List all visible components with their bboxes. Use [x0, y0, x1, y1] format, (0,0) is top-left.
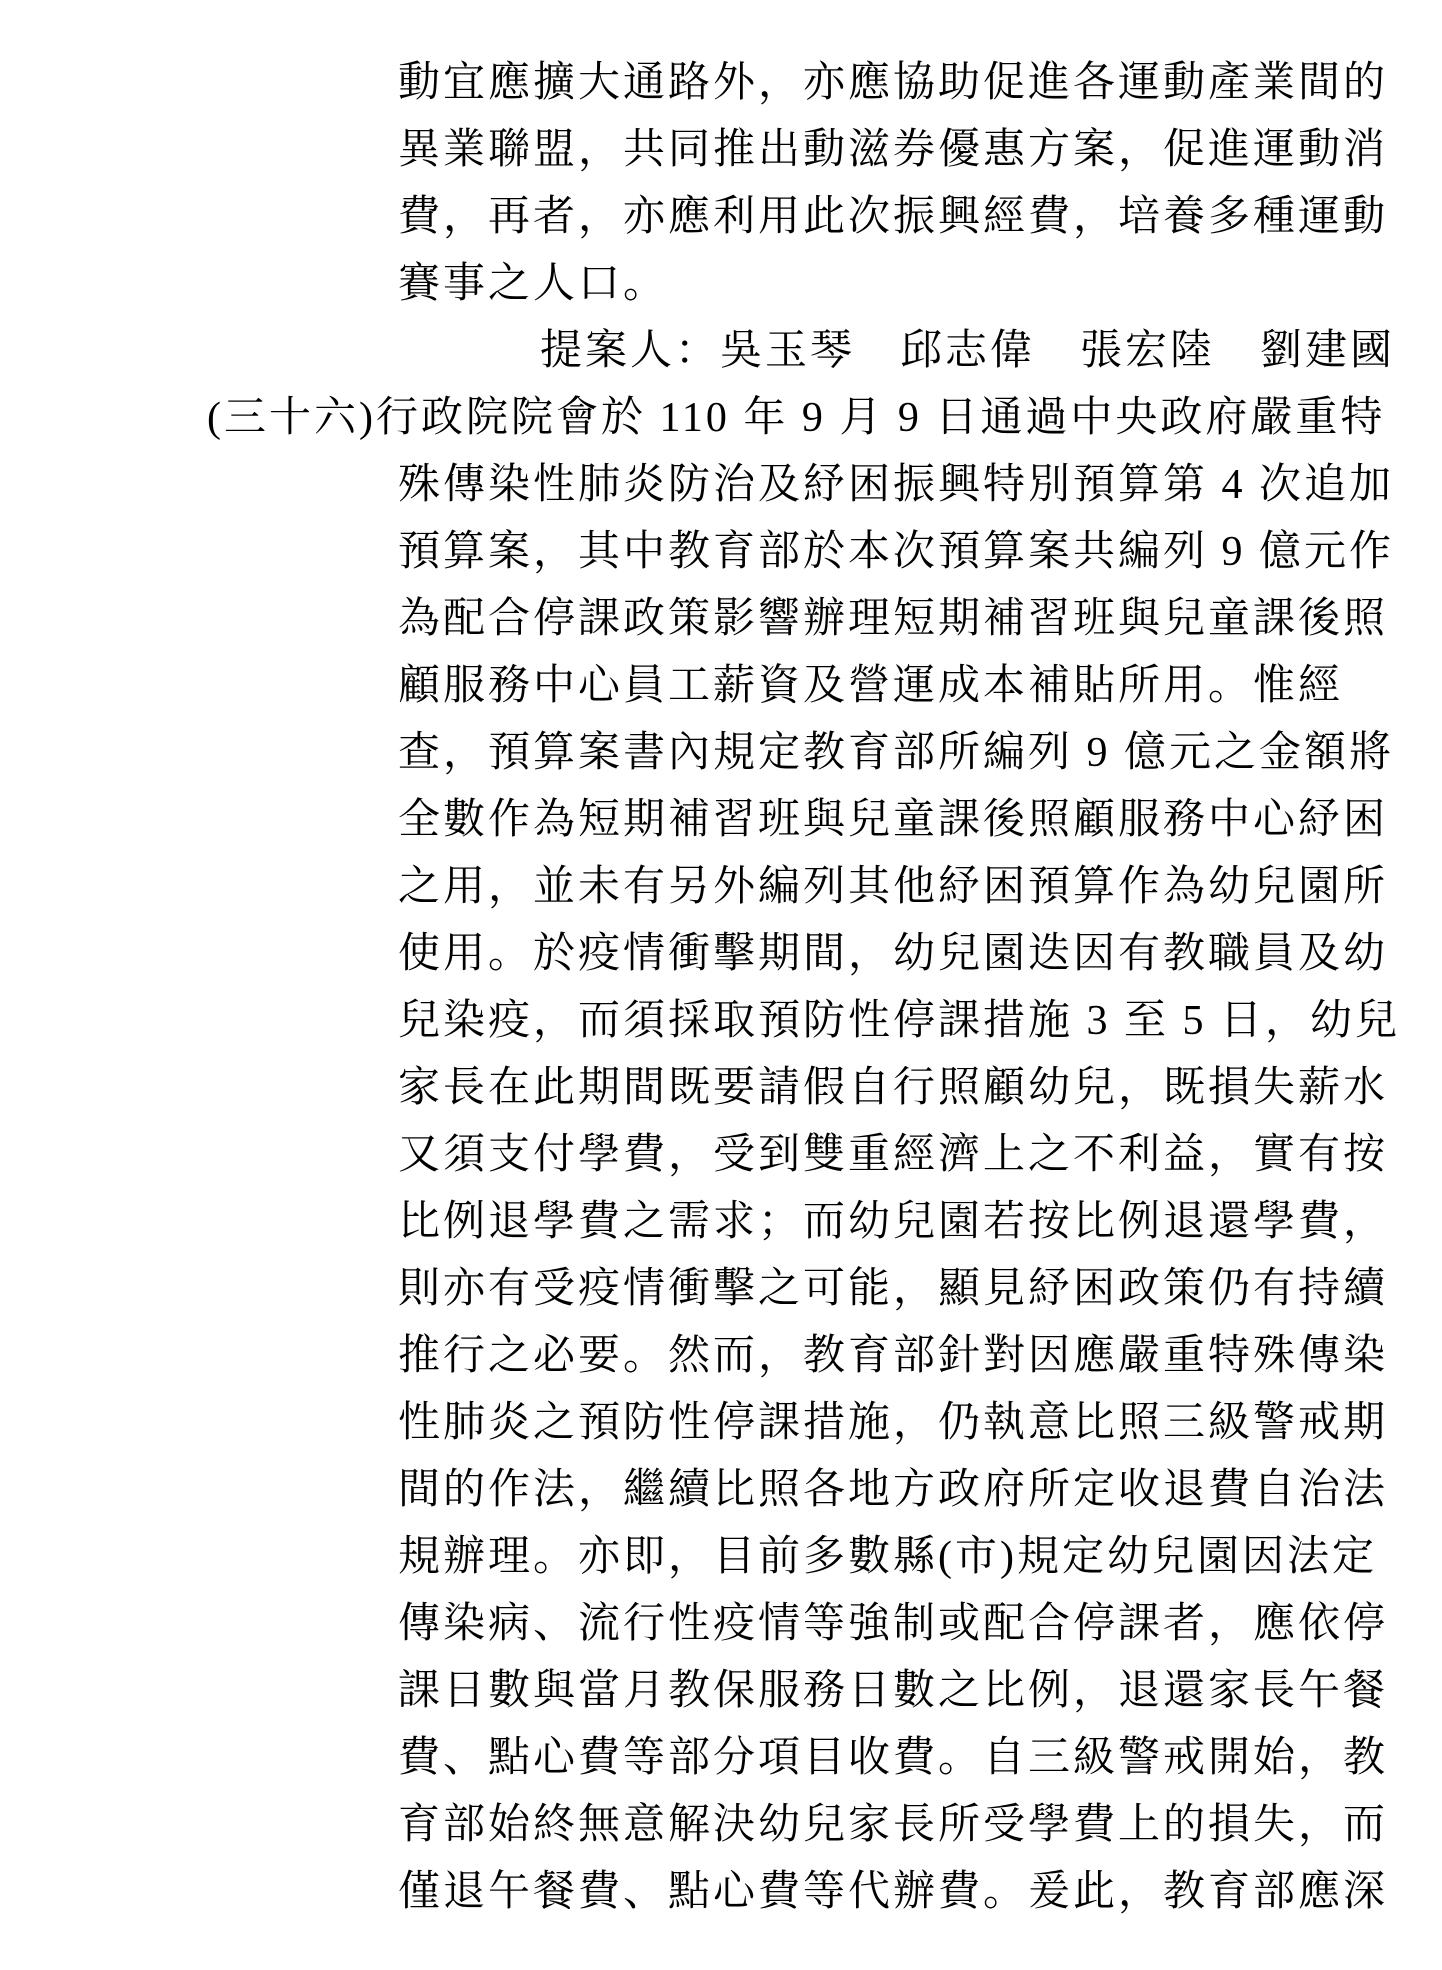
text-line: 提案人：吳玉琴 邱志偉 張宏陸 劉建國 — [540, 328, 1396, 374]
text-line: 育部始終無意解決幼兒家長所受學費上的損失，而 — [398, 1802, 1389, 1848]
text-line: 又須支付學費，受到雙重經濟上之不利益，實有按 — [398, 1132, 1389, 1178]
text-line: 查，預算案書內規定教育部所編列 9 億元之金額將 — [398, 730, 1395, 776]
text-line: 異業聯盟，共同推出動滋券優惠方案，促進運動消 — [398, 127, 1389, 173]
text-line: 兒染疫，而須採取預防性停課措施 3 至 5 日，幼兒 — [398, 998, 1401, 1044]
text-line: 規辦理。亦即，目前多數縣(市)規定幼兒園因法定 — [398, 1534, 1377, 1580]
text-line: 比例退學費之需求；而幼兒園若按比例退還學費， — [398, 1199, 1389, 1245]
text-line: 僅退午餐費、點心費等代辦費。爰此，教育部應深 — [398, 1869, 1389, 1915]
text-line: 之用，並未有另外編列其他紓困預算作為幼兒園所 — [398, 864, 1389, 910]
text-line: 費、點心費等部分項目收費。自三級警戒開始，教 — [398, 1735, 1389, 1781]
text-line: 使用。於疫情衝擊期間，幼兒園迭因有教職員及幼 — [398, 931, 1389, 977]
text-line: 費，再者，亦應利用此次振興經費，培養多種運動 — [398, 194, 1389, 240]
text-line: 殊傳染性肺炎防治及紓困振興特別預算第 4 次追加 — [398, 462, 1395, 508]
text-line: 全數作為短期補習班與兒童課後照顧服務中心紓困 — [398, 797, 1389, 843]
text-line: 傳染病、流行性疫情等強制或配合停課者，應依停 — [398, 1601, 1389, 1647]
text-line: 家長在此期間既要請假自行照顧幼兒，既損失薪水 — [398, 1065, 1389, 1111]
text-line: 動宜應擴大通路外，亦應協助促進各運動產業間的 — [398, 60, 1389, 106]
text-line: 則亦有受疫情衝擊之可能，顯見紓困政策仍有持續 — [398, 1266, 1389, 1312]
text-line: 為配合停課政策影響辦理短期補習班與兒童課後照 — [398, 596, 1389, 642]
text-line: 推行之必要。然而，教育部針對因應嚴重特殊傳染 — [398, 1333, 1389, 1379]
text-line: 性肺炎之預防性停課措施，仍執意比照三級警戒期 — [398, 1400, 1389, 1446]
document-text-block — [0, 50, 1442, 1926]
text-line: 課日數與當月教保服務日數之比例，退還家長午餐 — [398, 1668, 1389, 1714]
text-line: 賽事之人口。 — [398, 261, 669, 307]
text-line: (三十六)行政院院會於 110 年 9 月 9 日通過中央政府嚴重特 — [207, 395, 1386, 441]
text-line: 顧服務中心員工薪資及營運成本補貼所用。惟經 — [398, 663, 1344, 709]
text-line: 預算案，其中教育部於本次預算案共編列 9 億元作 — [398, 529, 1395, 575]
text-line: 間的作法，繼續比照各地方政府所定收退費自治法 — [398, 1467, 1389, 1513]
